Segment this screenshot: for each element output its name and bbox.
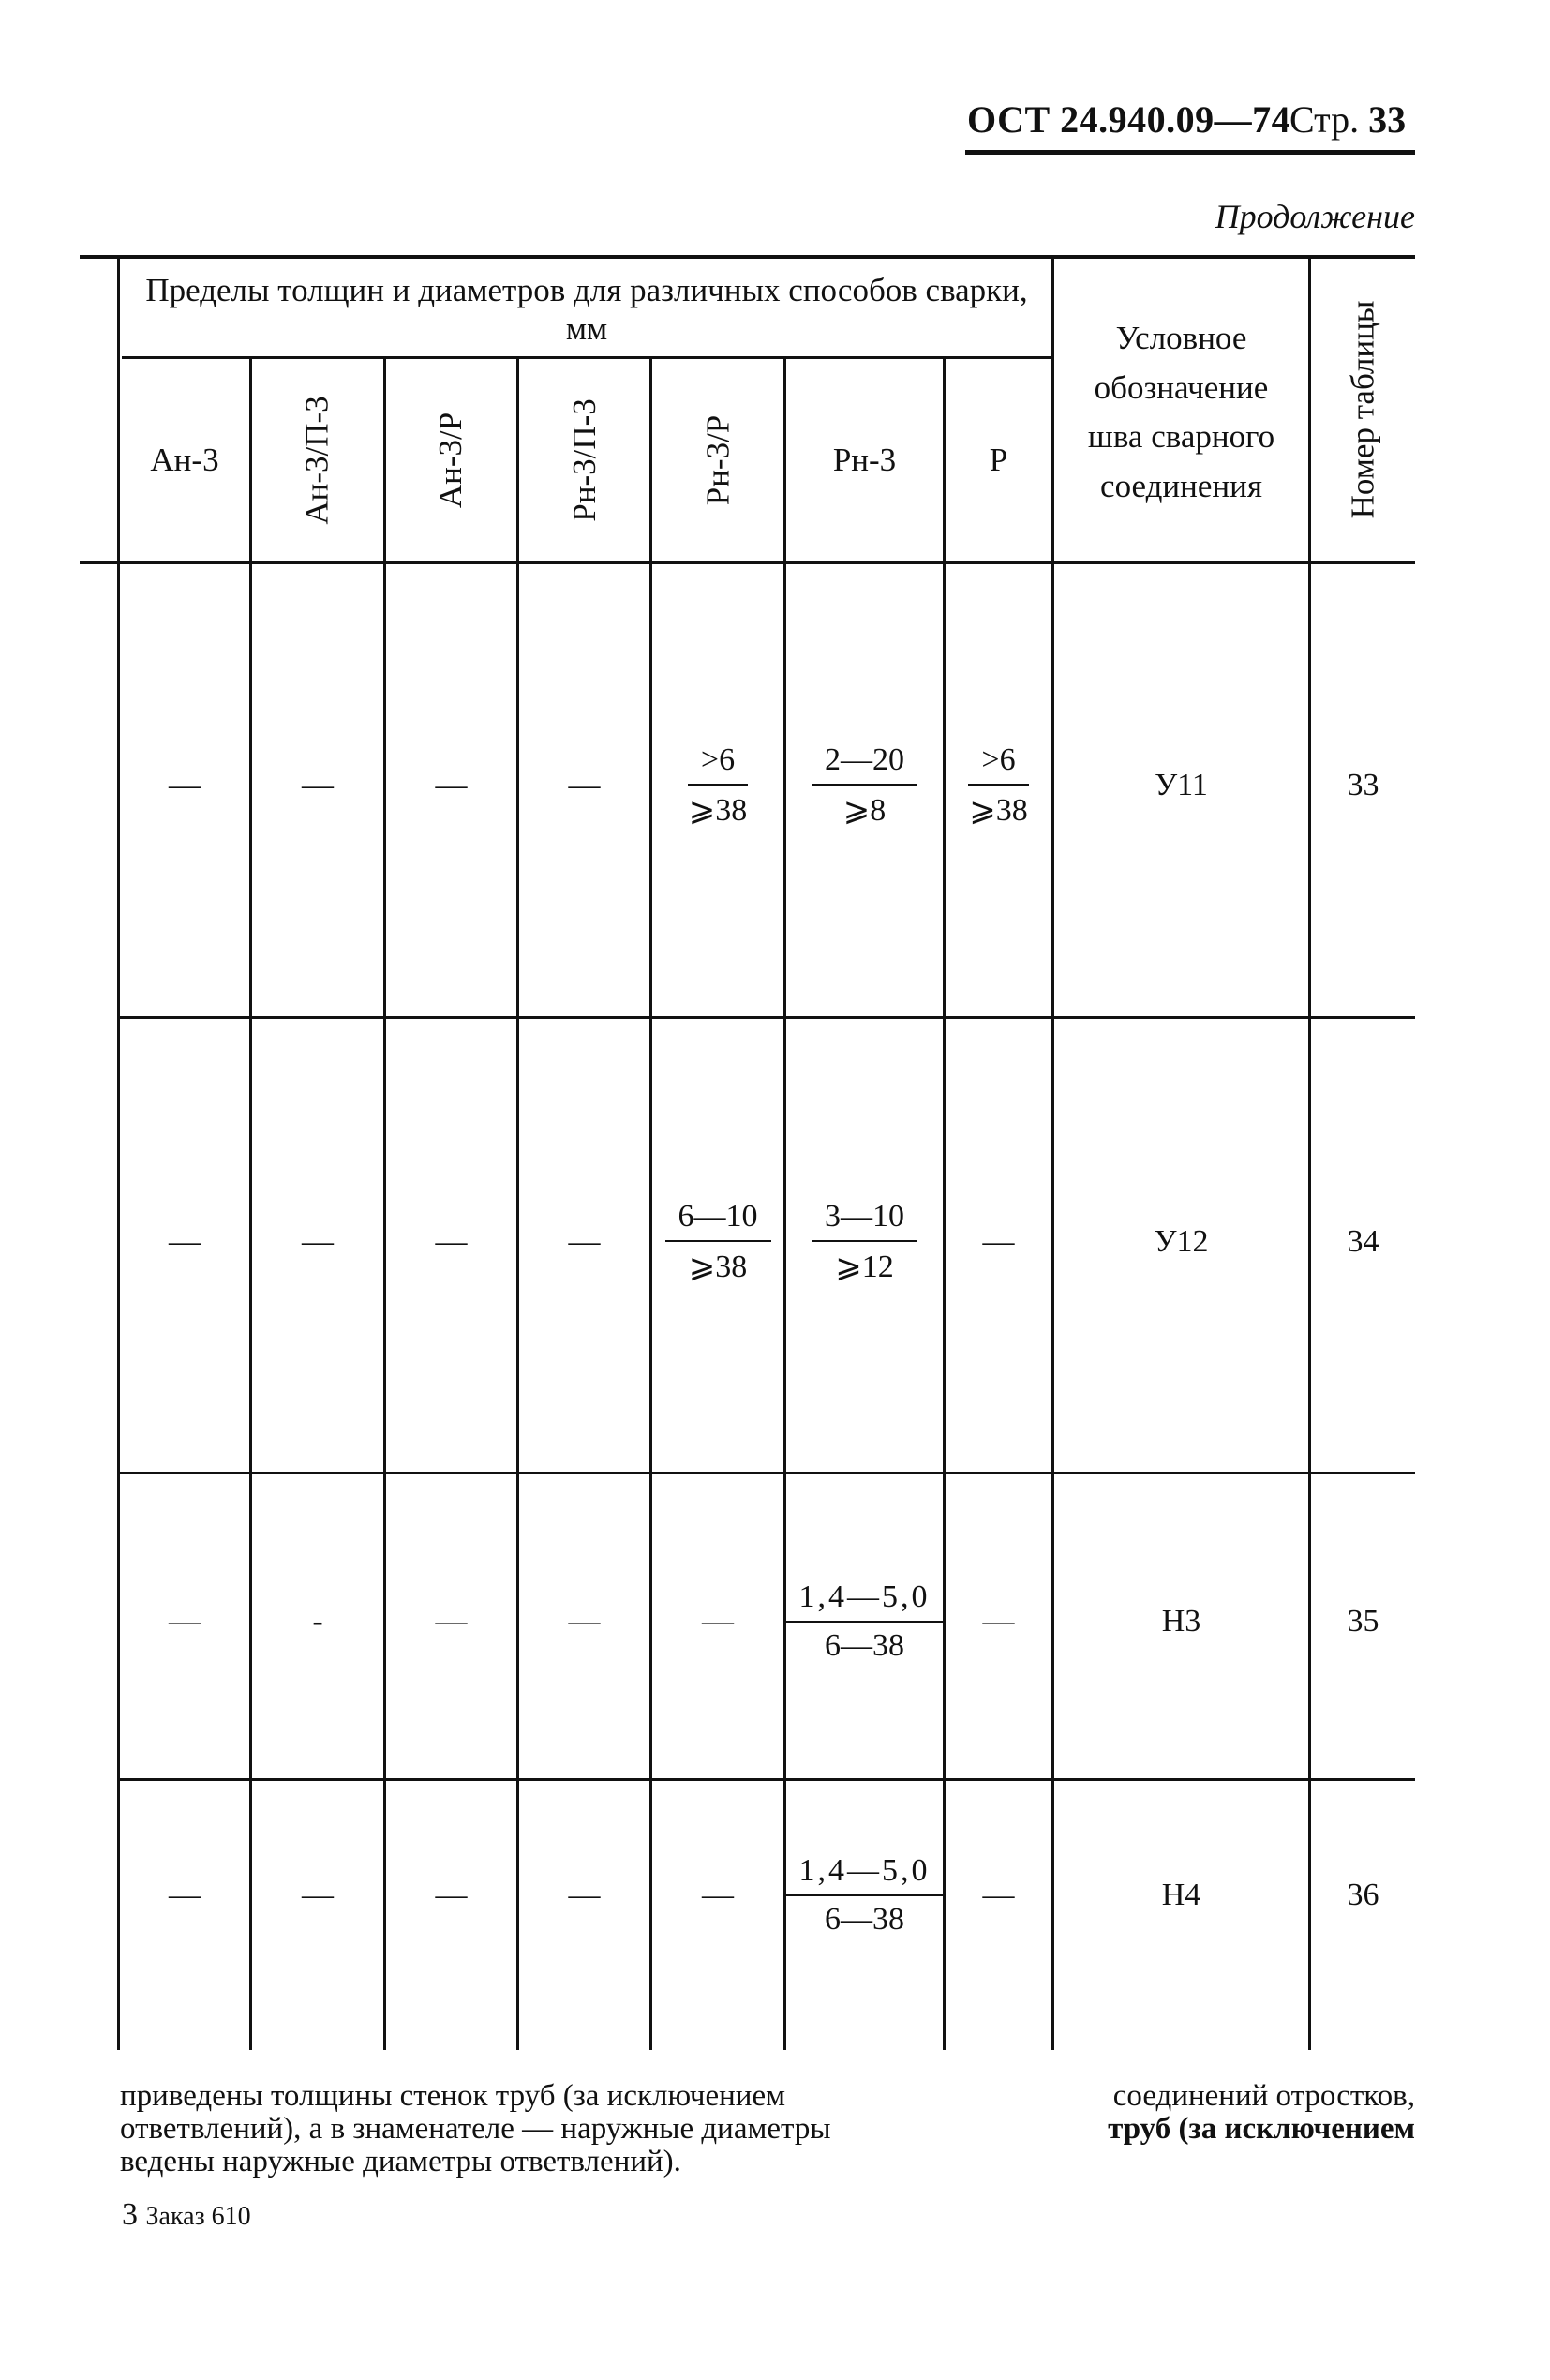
cell-r: —: [982, 1878, 1015, 1912]
cell-rn3-p3: —: [568, 1224, 601, 1259]
col-header-symbol: Условное обозначение шва сварного соединения: [1087, 320, 1275, 504]
cell-symbol: Н4: [1161, 1878, 1201, 1912]
cell-an3-r: —: [435, 1224, 468, 1259]
col-header-an3: Ан-3: [150, 442, 219, 479]
row-divider-1: [120, 1016, 1415, 1019]
cell-rn3: $\frac{2—20}{⩾8}$: [786, 731, 943, 840]
row-divider-2: [120, 1472, 1415, 1474]
cell-table-number: 36: [1347, 1878, 1379, 1912]
cell-an3-r: —: [435, 768, 468, 802]
col-header-table-number: Номер таблицы: [1344, 300, 1381, 519]
col-header-rn3-r: Рн-3/Р: [698, 414, 736, 506]
cell-an3-p3: —: [302, 1224, 334, 1259]
order-mark: [122, 2197, 251, 2233]
document-code: ОСТ 24.940.09—74: [967, 98, 1291, 141]
cell-r: $\frac{>6}{⩾38}$: [969, 742, 1028, 828]
continuation-label: Продолжение: [1215, 198, 1415, 235]
table-top-rule: [80, 255, 1415, 259]
cell-rn3-r: $\frac{>6}{⩾38}$: [688, 742, 748, 828]
cell-r: —: [982, 1604, 1015, 1639]
header-bottom-rule: [80, 561, 1415, 564]
footnote-line-3: ведены наружные диаметры ответвлений).: [120, 2145, 681, 2178]
cell-an3-p3: —: [302, 1878, 334, 1912]
cell-symbol: У11: [1155, 768, 1208, 802]
group-header: Пределы толщин и диаметров для различных способов сварки, мм: [145, 271, 1028, 347]
cell-an3: —: [169, 1224, 201, 1259]
cell-table-number: 35: [1347, 1604, 1379, 1639]
col-header-r: Р: [989, 442, 1008, 479]
col-header-rn3: Рн-3: [832, 442, 897, 479]
order-label: Заказ 610: [145, 2202, 251, 2231]
cell-an3-p3: -: [312, 1604, 323, 1639]
cell-an3-r: —: [435, 1878, 468, 1912]
group-header-rule: [122, 356, 1051, 359]
cell-rn3: $\frac{1,4—5,0}{6—38}$: [786, 1567, 943, 1676]
cell-symbol: Н3: [1161, 1604, 1201, 1639]
cell-symbol: У12: [1154, 1224, 1209, 1259]
page-number: 33: [1368, 98, 1407, 141]
footnote-line-1a: приведены толщины стенок труб (за исключением: [120, 2079, 785, 2113]
col-header-an3-r: Ан-3/Р: [432, 412, 469, 509]
footnote-line-2b: труб (за исключением: [1108, 2112, 1415, 2146]
cell-an3: —: [169, 768, 201, 802]
cell-rn3: $\frac{1,4—5,0}{6—38}$: [786, 1841, 943, 1950]
signature-number: 3: [122, 2197, 138, 2232]
cell-an3: —: [169, 1604, 201, 1639]
row-divider-3: [120, 1778, 1415, 1781]
page-label: Стр.: [1289, 98, 1360, 141]
cell-rn3-p3: —: [568, 1878, 601, 1912]
page-indicator: [1289, 97, 1406, 142]
col-header-rn3-p3: Рн-3/П-3: [565, 398, 603, 522]
cell-an3: —: [169, 1878, 201, 1912]
col-header-an3-p3: Ан-3/П-3: [298, 396, 335, 525]
page-header: [965, 94, 1415, 155]
cell-r: —: [982, 1224, 1015, 1259]
cell-rn3: $\frac{3—10}{⩾12}$: [786, 1188, 943, 1296]
cell-rn3-p3: —: [568, 1604, 601, 1639]
cell-table-number: 34: [1347, 1224, 1379, 1259]
cell-an3-r: —: [435, 1604, 468, 1639]
footnote-line-1b: соединений отростков,: [1112, 2079, 1415, 2113]
cell-rn3-p3: —: [568, 768, 601, 802]
cell-rn3-r: —: [702, 1878, 734, 1912]
cell-table-number: 33: [1347, 768, 1379, 802]
cell-rn3-r: —: [702, 1604, 734, 1639]
footnote-line-2a: ответвлений), а в знаменателе — наружные диаметры: [120, 2112, 831, 2146]
cell-an3-p3: —: [302, 768, 334, 802]
cell-rn3-r: $\frac{6—10}{⩾38}$: [652, 1188, 783, 1296]
